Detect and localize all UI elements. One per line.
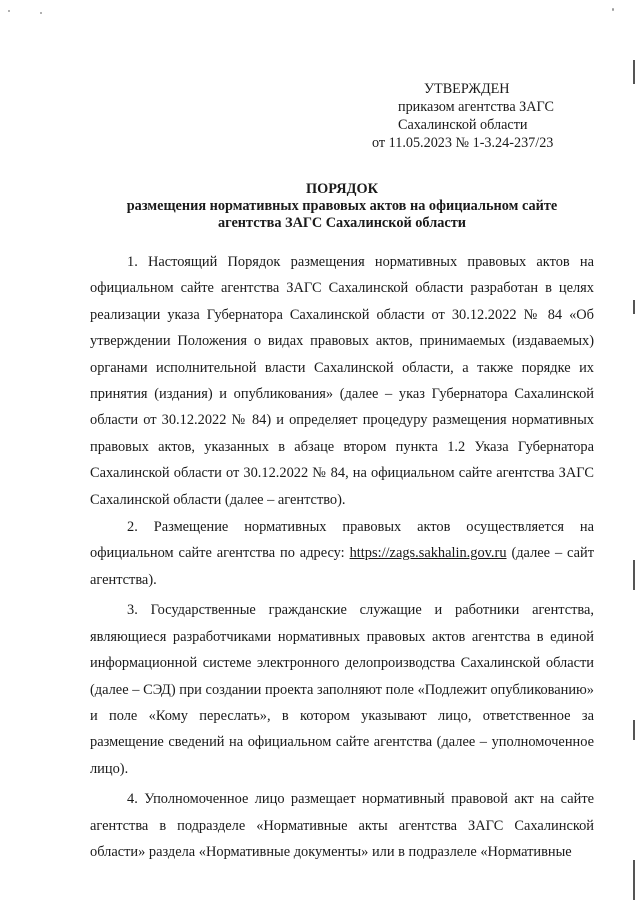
approval-stamp-block: [372, 80, 612, 152]
paragraph-2: [90, 514, 594, 593]
document-body: [90, 249, 594, 865]
paragraph-1: 1. Настоящий Порядок размещения нормативных правовых актов на официальном сайте агентства ЗАГС Сахалинской области разработан в целях реализации указа Губернатора Сахалинской области от 30.12.2022 № 84 «Об утверждении Положения о видах правовых актов, принимаемых (издаваемых) органами исполнительной власти Сахалинской области, а также порядке их принятия (издания) и опубликования» (далее – указ Губернатора Сахалинской области от 30.12.2022 № 84) и определяет процедуру размещения нормативных правовых актов, указанных в абзаце втором пункта 1.2 Указа Губернатора Сахалинской области от 30.12.2022 № 84, на официальном сайте агентства ЗАГС Сахалинской области (далее – агентство).: [90, 254, 594, 508]
title-heading: ПОРЯДОК: [306, 181, 378, 197]
paragraph-4: 4. Уполномоченное лицо размещает нормативный правовой акт на сайте агентства в подразделе «Нормативные акты агентства ЗАГС Сахалинской области» раздела «Нормативные документы» или в подразлеле «Нормативные: [90, 791, 594, 860]
approval-heading: УТВЕРЖДЕН: [424, 81, 510, 97]
title-subline-1: размещения нормативных правовых актов на официальном сайте: [126, 198, 558, 214]
document-title: [90, 181, 594, 232]
title-subline-2: агентства ЗАГС Сахалинской области: [218, 215, 466, 231]
site-link[interactable]: https://zags.sakhalin.gov.ru: [349, 545, 507, 562]
approval-order-line: приказом агентства ЗАГС: [398, 99, 554, 115]
scan-speck: [8, 10, 10, 12]
scan-speck: [612, 8, 614, 11]
paragraph-2-text: 2. Размещение нормативных правовых актов осуществляется на официальном сайте агентства по адресу:: [90, 519, 594, 562]
approval-region-line: Сахалинской области: [398, 117, 528, 133]
paragraph-2-tail: (далее – сайт агентства).: [90, 545, 594, 588]
scan-speck: [40, 12, 42, 14]
approval-date-number: от 11.05.2023 № 1-3.24-237/23: [372, 135, 554, 151]
paragraph-3: 3. Государственные гражданские служащие и работники агентства, являющиеся разработчиками нормативных правовых актов агентства в единой информационной системе электронного делопроизводства Сахалинской области (далее – СЭД) при создании проекта заполняют поле «Подлежит опубликованию» и поле «Кому переслать», в котором указывают лицо, ответственное за размещение сведений на официальном сайте агентства (далее – уполномоченное лицо).: [90, 602, 594, 777]
